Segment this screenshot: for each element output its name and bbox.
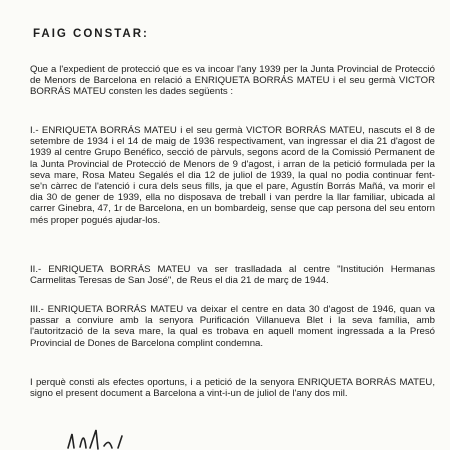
document-heading: FAIG CONSTAR:: [33, 28, 149, 40]
section-three-paragraph: III.- ENRIQUETA BORRÁS MATEU va deixar el centre en data 30 d'agost de 1946, quan va passar a conviure amb la senyora Purificación Villanueva Blet i la seva família, amb l'autorització de la seva mare, la qual es trobava en aquell moment ingressada a la Presó Provincial de Dones de Barcelona complint condemna.: [30, 304, 435, 349]
handwritten-signature: [60, 428, 190, 450]
section-one-paragraph: I.- ENRIQUETA BORRÁS MATEU i el seu germà VICTOR BORRÁS MATEU, nascuts el 8 de setembre de 1934 i el 14 de maig de 1936 respectivament, van ingressar el dia 21 d'agost de 1939 al centre Grupo Benéfico, secció de pàrvuls, segons acord de la Comissió Permanent de la Junta Provincial de Protecció de Menors de 9 d'agost, i arran de la petició formulada per la seva mare, Rosa Mateu Segalés el dia 12 de juliol de 1939, la qual no podia continuar fent-se'n càrrec de l'atenció i cura dels seus fills, ja que el pare, Agustín Borrás Mañá, va morir el dia 30 de gener de 1939, ella no disposava de treball i van perdre la llar familiar, ubicada al carrer Ginebra, 47, 1r de Barcelona, en un bombardeig, sense que cap persona del seu entorn més proper pogués ajudar-los.: [30, 125, 435, 226]
intro-paragraph: Que a l'expedient de protecció que es va incoar l'any 1939 per la Junta Provincial de Protecció de Menors de Barcelona en relació a ENRIQUETA BORRÁS MATEU i el seu germà VICTOR BORRÁS MATEU consten les dades següents :: [30, 64, 435, 98]
closing-paragraph: I perquè consti als efectes oportuns, i a petició de la senyora ENRIQUETA BORRÁS MATEU, signo el present document a Barcelona a vint-i-un de juliol de l'any dos mil.: [30, 377, 435, 400]
section-two-paragraph: II.- ENRIQUETA BORRÁS MATEU va ser traslladada al centre "Institución Hermanas Carmelitas Teresas de San José", de Reus el dia 21 de març de 1944.: [30, 264, 435, 287]
